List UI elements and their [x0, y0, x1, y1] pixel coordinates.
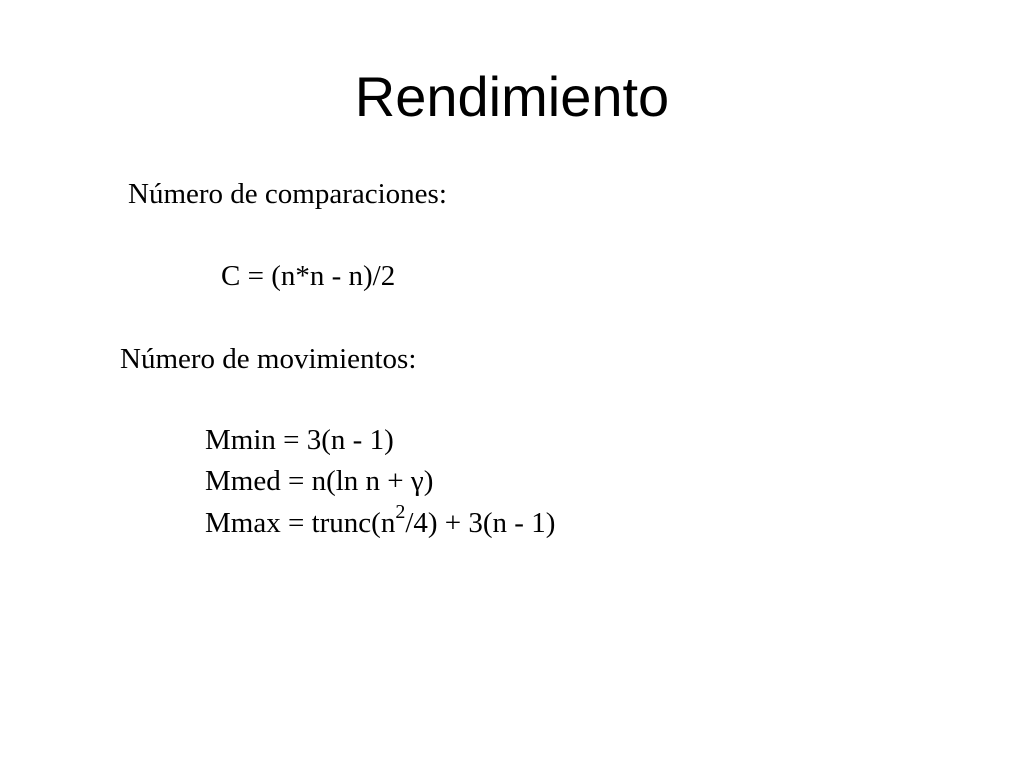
comparisons-formula: C = (n*n - n)/2 [221, 260, 396, 292]
mmax-formula-before-exponent: Mmax = trunc(n [205, 507, 396, 539]
mmax-formula-after-exponent: /4) + 3(n - 1) [405, 507, 556, 539]
slide-title: Rendimiento [354, 65, 670, 128]
mmax-exponent: 2 [395, 501, 406, 524]
mmed-formula: Mmed = n(ln n + γ) [205, 465, 434, 497]
comparisons-label: Número de comparaciones: [128, 178, 447, 210]
mmin-formula: Mmin = 3(n - 1) [205, 424, 394, 456]
movements-label: Número de movimientos: [120, 343, 417, 375]
mmax-formula [205, 503, 555, 543]
